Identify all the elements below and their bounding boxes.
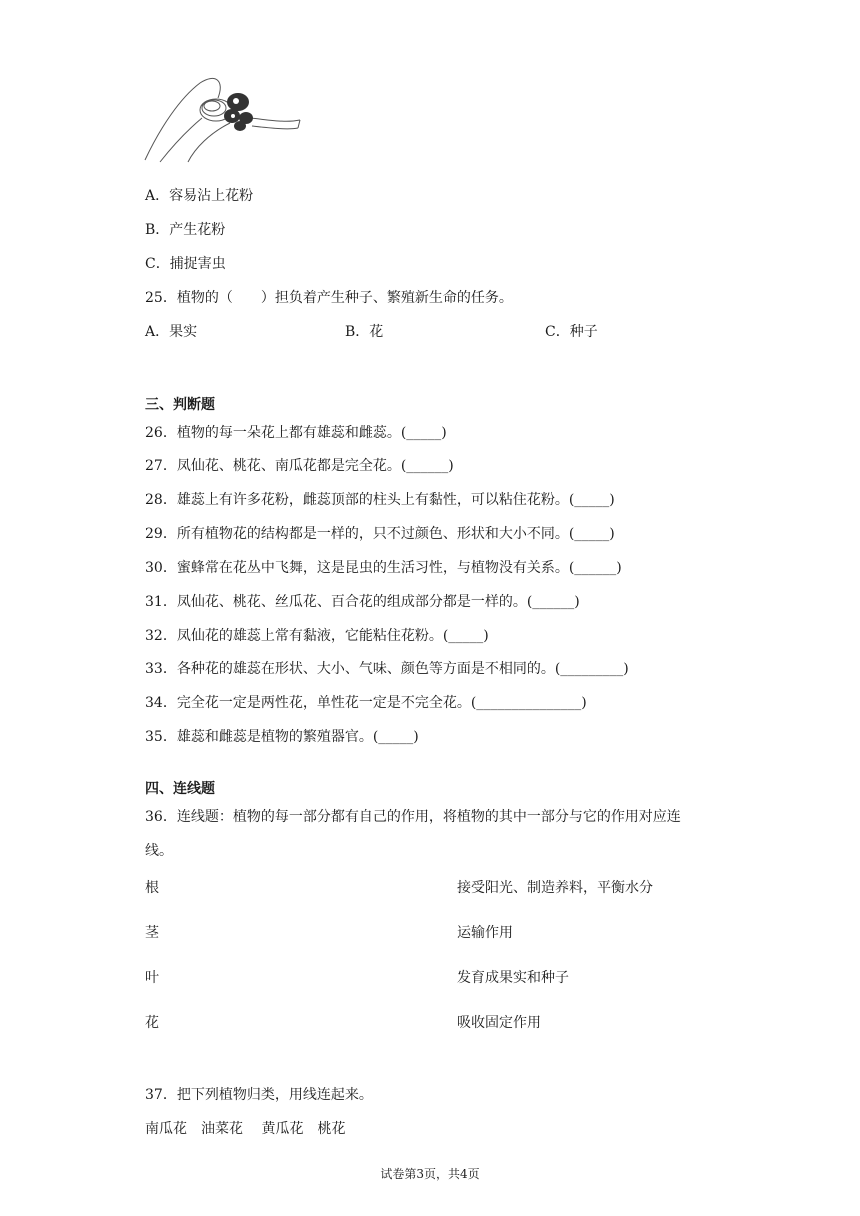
q36-stem-line1: 36．连线题：植物的每一部分都有自己的作用，将植物的其中一部分与它的作用对应连 <box>145 809 681 825</box>
section-title-true-false: 三、判断题 <box>145 397 215 413</box>
question-item: 34．完全花一定是两性花，单性花一定是不完全花。(_______________) <box>145 695 587 711</box>
q37-items: 南瓜花 油菜花 黄瓜花 桃花 <box>145 1121 346 1137</box>
function-item: 运输作用 <box>457 925 513 941</box>
plant-part-leaf: 叶 <box>145 970 159 986</box>
q37-stem: 37．把下列植物归类，用线连起来。 <box>145 1087 373 1103</box>
page-footer: 试卷第3页，共4页 <box>380 1167 480 1181</box>
question-item: 33．各种花的雄蕊在形状、大小、气味、颜色等方面是不相同的。(_________) <box>145 661 629 677</box>
plant-part-flower: 花 <box>145 1015 159 1031</box>
function-item: 吸收固定作用 <box>457 1015 541 1031</box>
question-item: 29．所有植物花的结构都是一样的，只不过颜色、形状和大小不同。(_____) <box>145 526 615 542</box>
q25-option-c: C．种子 <box>545 324 598 340</box>
stamen-sketch-icon <box>140 68 310 166</box>
question-item: 30．蜜蜂常在花丛中飞舞，这是昆虫的生活习性，与植物没有关系。(______) <box>145 560 622 576</box>
q24-option-a: A．容易沾上花粉 <box>145 188 254 204</box>
question-item: 26．植物的每一朵花上都有雄蕊和雌蕊。(_____) <box>145 425 447 441</box>
plant-part-stem: 茎 <box>145 925 159 941</box>
question-item: 28．雄蕊上有许多花粉，雌蕊顶部的柱头上有黏性，可以粘住花粉。(_____) <box>145 492 615 508</box>
q36-stem-line2: 线。 <box>145 843 173 859</box>
q25-stem: 25．植物的（ ）担负着产生种子、繁殖新生命的任务。 <box>145 290 513 306</box>
plant-part-root: 根 <box>145 880 159 896</box>
question-item: 31．凤仙花、桃花、丝瓜花、百合花的组成部分都是一样的。(______) <box>145 594 580 610</box>
function-item: 发育成果实和种子 <box>457 970 569 986</box>
q25-option-b: B．花 <box>345 324 384 340</box>
q24-option-c: C．捕捉害虫 <box>145 256 226 272</box>
function-item: 接受阳光、制造养料，平衡水分 <box>457 880 653 896</box>
question-item: 35．雄蕊和雌蕊是植物的繁殖器官。(_____) <box>145 729 419 745</box>
q24-option-b: B．产生花粉 <box>145 222 226 238</box>
section-title-matching: 四、连线题 <box>145 781 215 797</box>
question-item: 27．凤仙花、桃花、南瓜花都是完全花。(______) <box>145 458 454 474</box>
question-item: 32．凤仙花的雄蕊上常有黏液，它能粘住花粉。(_____) <box>145 628 489 644</box>
q25-option-a: A．果实 <box>145 324 198 340</box>
